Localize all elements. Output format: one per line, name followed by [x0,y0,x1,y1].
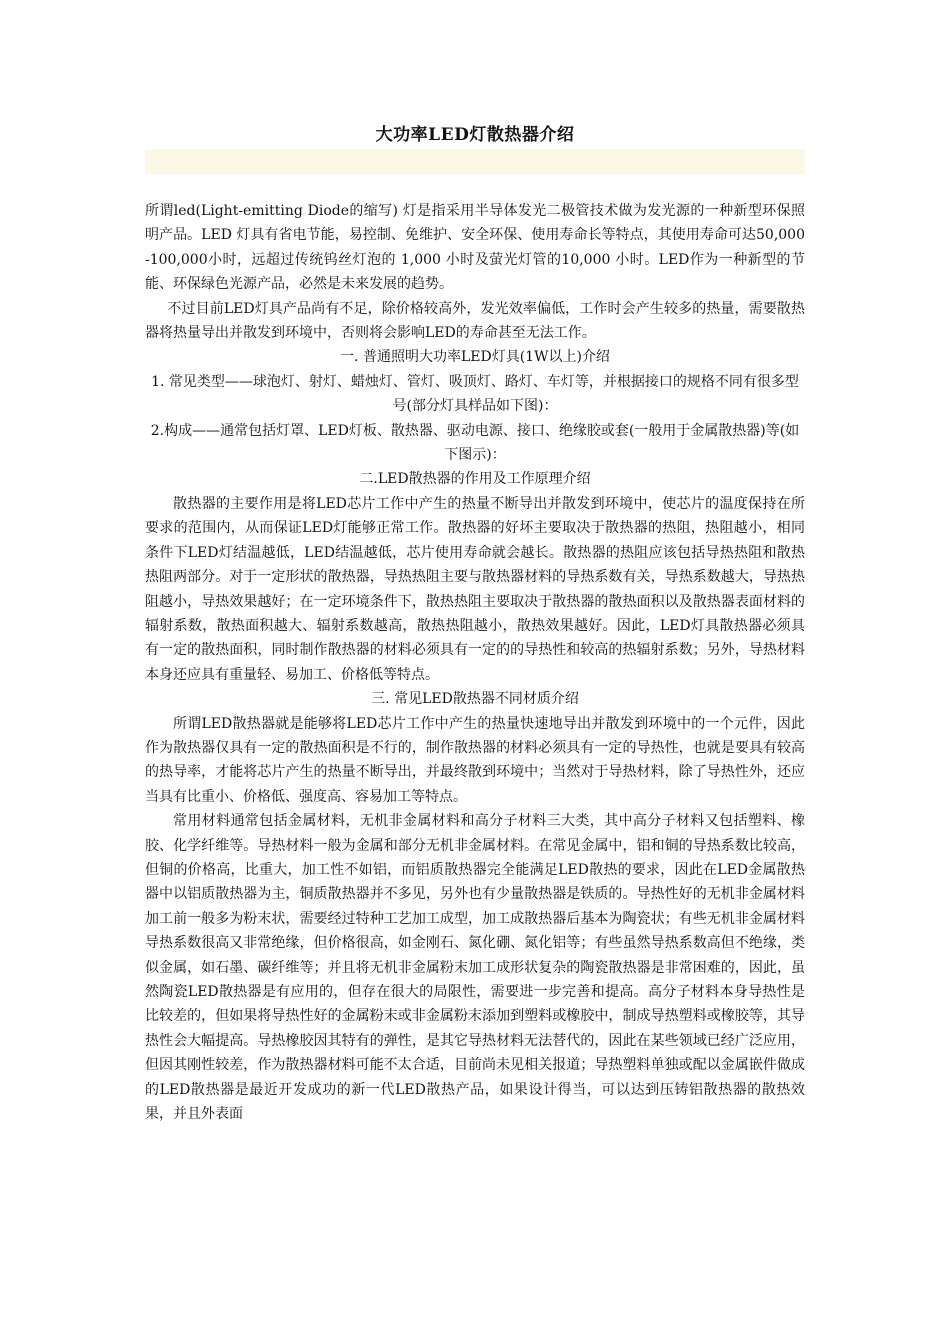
list-item-types: 1. 常见类型——球泡灯、射灯、蜡烛灯、管灯、吸顶灯、路灯、车灯等，并根据接口的规格不同有很多型号(部分灯具样品如下图)： [151,373,799,415]
paragraph-heatsink-function: 散热器的主要作用是将LED芯片工作中产生的热量不断导出并散发到环境中，使芯片的温度保持在所要求的范围内，从而保证LED灯能够正常工作。散热器的好坏主要取决于散热器的热阻，热阻越小，相同条件下LED灯结温越低，LED结温越低，芯片使用寿命就会越长。散热器的热阻应该包括导热热阻和散热热阻两部分。对于一定形状的散热器，导热热阻主要与散热器材料的导热系数有关，导热系数越大，导热热阻越小，导热效果越好；在一定环境条件下，散热热阻主要取决于散热器的散热面积以及散热器表面材料的辐射系数，散热面积越大、辐射系数越高，散热热阻越小，散热效果越好。因此，LED灯具散热器必须具有一定的散热面积，同时制作散热器的材料必须具有一定的的导热性和较高的热辐射系数；另外，导热材料本身还应具有重量轻、易加工、价格低等特点。 [145,495,805,683]
list-item-composition: 2.构成——通常包括灯罩、LED灯板、散热器、驱动电源、接口、绝缘胶或套(一般用于金属散热器)等(如下图示)： [150,422,800,464]
document-title: 大功率LED灯散热器介绍 [375,125,575,145]
document-body [145,199,805,1126]
paragraph-intro: 所谓led(Light-emitting Diode的缩写) 灯是指采用半导体发光二极管技术做为发光源的一种新型环保照明产品。LED 灯具有省电节能，易控制、免维护、安全环保、使用寿命长等特点，其使用寿命可达50,000-100,000小时，远超过传统钨丝灯泡的 1,000 小时及萤光灯管的10,000 小时。LED作为一种新型的节能、环保绿色光源产品，必然是未来发展的趋势。 [145,203,805,293]
section-heading-3: 三. 常见LED散热器不同材质介绍 [371,691,579,708]
paragraph-heatsink-definition: 所谓LED散热器就是能够将LED芯片工作中产生的热量快速地导出并散发到环境中的一个元件，因此作为散热器仅具有一定的散热面积是不行的，制作散热器的材料必须具有一定的导热性，也就是要具有较高的热导率，才能将芯片产生的热量不断导出，并最终散到环境中；当然对于导热材料，除了导热性外，还应当具有比重小、价格低、强度高、容易加工等特点。 [145,715,805,805]
section-heading-2: 二.LED散热器的作用及工作原理介绍 [359,471,591,488]
paragraph-shortcomings: 不过目前LED灯具产品尚有不足，除价格较高外，发光效率偏低，工作时会产生较多的热量，需要散热器将热量导出并散发到环境中，否则将会影响LED的寿命甚至无法工作。 [145,300,805,342]
title-highlight-band [145,149,805,174]
section-heading-1: 一. 普通照明大功率LED灯具(1W以上)介绍 [340,349,610,366]
paragraph-materials: 常用材料通常包括金属材料，无机非金属材料和高分子材料三大类，其中高分子材料又包括塑料、橡胶、化学纤维等。导热材料一般为金属和部分无机非金属材料。在常见金属中，铝和铜的导热系数比较高，但铜的价格高，比重大，加工性不如铝，而铝质散热器完全能满足LED散热的要求，因此在LED金属散热器中以铝质散热器为主，铜质散热器并不多见，另外也有少量散热器是铁质的。导热性好的无机非金属材料加工前一般多为粉末状，需要经过特种工艺加工成型，加工成散热器后基本为陶瓷状；有些无机非金属材料导热系数很高又非常绝缘，但价格很高，如金刚石、氮化硼、氮化铝等；有些虽然导热系数高但不绝缘，类似金属，如石墨、碳纤维等；并且将无机非金属粉末加工成形状复杂的陶瓷散热器是非常困难的，因此，虽然陶瓷LED散热器是有应用的，但存在很大的局限性，需要进一步完善和提高。高分子材料本身导热性是比较差的，但如果将导热性好的金属粉末或非金属粉末添加到塑料或橡胶中，制成导热塑料或橡胶等，其导热性会大幅提高。导热橡胶因其特有的弹性，是其它导热材料无法替代的，因此在某些领域已经广泛应用，但因其刚性较差，作为散热器材料可能不太合适，目前尚未见相关报道；导热塑料单独或配以金属嵌件做成的LED散热器是最近开发成功的新一代LED散热产品，如果设计得当，可以达到压铸铝散热器的散热效果，并且外表面 [145,813,805,1123]
